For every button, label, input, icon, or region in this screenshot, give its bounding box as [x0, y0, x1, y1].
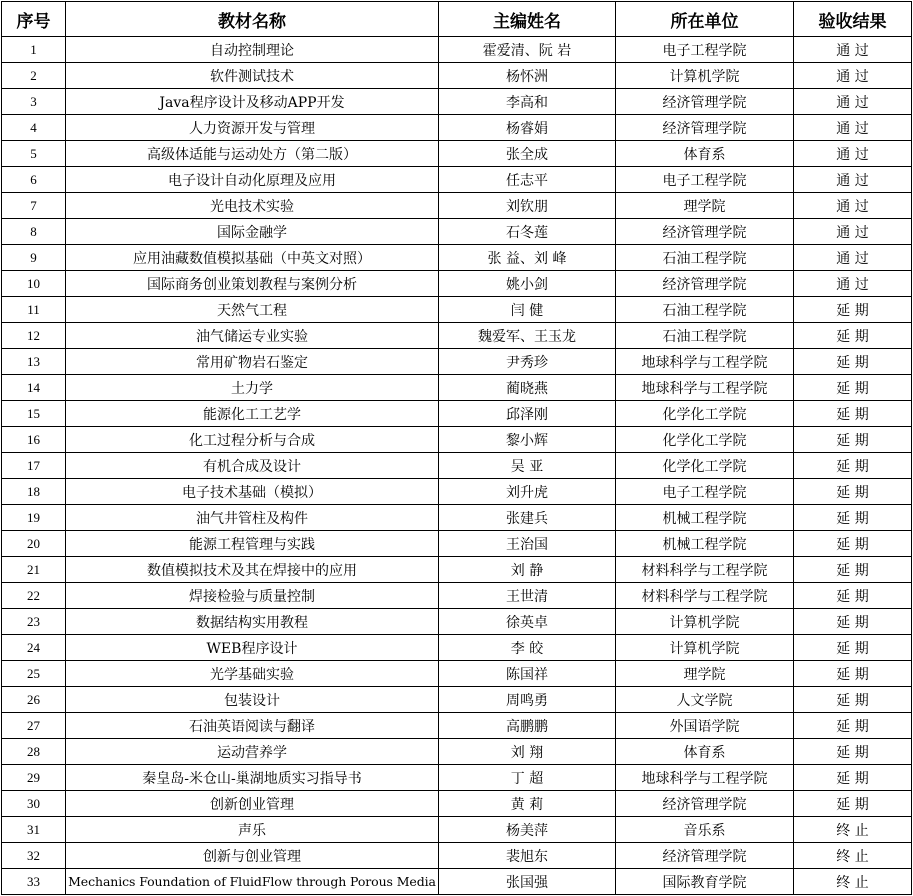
title-cell: 电子技术基础（模拟）	[66, 479, 439, 505]
result-cell: 延 期	[794, 765, 912, 791]
result-cell: 延 期	[794, 375, 912, 401]
header-textbook-title: 教材名称	[66, 2, 439, 37]
result-cell: 延 期	[794, 401, 912, 427]
table-row	[2, 713, 912, 739]
serial-cell: 23	[2, 609, 66, 635]
result-cell: 通 过	[794, 193, 912, 219]
result-cell: 延 期	[794, 297, 912, 323]
result-cell: 通 过	[794, 141, 912, 167]
serial-cell: 22	[2, 583, 66, 609]
title-cell: 光学基础实验	[66, 661, 439, 687]
table-row	[2, 557, 912, 583]
serial-cell: 30	[2, 791, 66, 817]
department-cell: 化学化工学院	[616, 401, 794, 427]
department-cell: 体育系	[616, 739, 794, 765]
editor-cell: 杨美萍	[439, 817, 616, 843]
title-cell: 有机合成及设计	[66, 453, 439, 479]
title-cell: 石油英语阅读与翻译	[66, 713, 439, 739]
department-cell: 人文学院	[616, 687, 794, 713]
acceptance-results-table	[1, 1, 912, 895]
title-cell: 人力资源开发与管理	[66, 115, 439, 141]
title-cell: 数据结构实用教程	[66, 609, 439, 635]
header-serial: 序号	[2, 2, 66, 37]
result-cell: 通 过	[794, 271, 912, 297]
result-cell: 延 期	[794, 609, 912, 635]
table-row	[2, 635, 912, 661]
title-cell: 天然气工程	[66, 297, 439, 323]
editor-cell: 陈国祥	[439, 661, 616, 687]
editor-cell: 吴 亚	[439, 453, 616, 479]
table-row	[2, 271, 912, 297]
department-cell: 经济管理学院	[616, 271, 794, 297]
department-cell: 理学院	[616, 193, 794, 219]
serial-cell: 18	[2, 479, 66, 505]
department-cell: 计算机学院	[616, 609, 794, 635]
department-cell: 经济管理学院	[616, 843, 794, 869]
title-cell: 数值模拟技术及其在焊接中的应用	[66, 557, 439, 583]
title-cell: 化工过程分析与合成	[66, 427, 439, 453]
serial-cell: 27	[2, 713, 66, 739]
title-cell: 声乐	[66, 817, 439, 843]
serial-cell: 5	[2, 141, 66, 167]
table-row	[2, 37, 912, 63]
header-department: 所在单位	[616, 2, 794, 37]
result-cell: 延 期	[794, 427, 912, 453]
serial-cell: 6	[2, 167, 66, 193]
result-cell: 延 期	[794, 713, 912, 739]
table-row	[2, 817, 912, 843]
header-result: 验收结果	[794, 2, 912, 37]
result-cell: 通 过	[794, 219, 912, 245]
result-cell: 延 期	[794, 739, 912, 765]
table-row	[2, 869, 912, 895]
serial-cell: 15	[2, 401, 66, 427]
editor-cell: 裴旭东	[439, 843, 616, 869]
department-cell: 机械工程学院	[616, 531, 794, 557]
editor-cell: 刘 静	[439, 557, 616, 583]
editor-cell: 李高和	[439, 89, 616, 115]
header-editor-name: 主编姓名	[439, 2, 616, 37]
result-cell: 延 期	[794, 687, 912, 713]
table-row	[2, 661, 912, 687]
department-cell: 音乐系	[616, 817, 794, 843]
table-row	[2, 609, 912, 635]
table-row	[2, 141, 912, 167]
title-cell: 焊接检验与质量控制	[66, 583, 439, 609]
title-cell: 能源化工工艺学	[66, 401, 439, 427]
serial-cell: 8	[2, 219, 66, 245]
table-row	[2, 505, 912, 531]
editor-cell: 刘 翔	[439, 739, 616, 765]
editor-cell: 张建兵	[439, 505, 616, 531]
serial-cell: 11	[2, 297, 66, 323]
table-row	[2, 219, 912, 245]
editor-cell: 周鸣勇	[439, 687, 616, 713]
title-cell: 电子设计自动化原理及应用	[66, 167, 439, 193]
department-cell: 计算机学院	[616, 63, 794, 89]
title-cell: 常用矿物岩石鉴定	[66, 349, 439, 375]
table-row	[2, 453, 912, 479]
result-cell: 延 期	[794, 557, 912, 583]
result-cell: 终 止	[794, 817, 912, 843]
editor-cell: 高鹏鹏	[439, 713, 616, 739]
editor-cell: 霍爱清、阮 岩	[439, 37, 616, 63]
department-cell: 经济管理学院	[616, 115, 794, 141]
title-cell: 土力学	[66, 375, 439, 401]
serial-cell: 24	[2, 635, 66, 661]
serial-cell: 2	[2, 63, 66, 89]
department-cell: 地球科学与工程学院	[616, 765, 794, 791]
result-cell: 通 过	[794, 115, 912, 141]
serial-cell: 7	[2, 193, 66, 219]
editor-cell: 魏爱军、王玉龙	[439, 323, 616, 349]
title-cell: 自动控制理论	[66, 37, 439, 63]
department-cell: 化学化工学院	[616, 453, 794, 479]
result-cell: 延 期	[794, 635, 912, 661]
serial-cell: 31	[2, 817, 66, 843]
serial-cell: 32	[2, 843, 66, 869]
title-cell: 秦皇岛-米仓山-巢湖地质实习指导书	[66, 765, 439, 791]
result-cell: 延 期	[794, 583, 912, 609]
title-cell: WEB程序设计	[66, 635, 439, 661]
serial-cell: 20	[2, 531, 66, 557]
table-row	[2, 583, 912, 609]
editor-cell: 任志平	[439, 167, 616, 193]
table-row	[2, 531, 912, 557]
table-row	[2, 115, 912, 141]
title-cell: 高级体适能与运动处方（第二版）	[66, 141, 439, 167]
table-row	[2, 401, 912, 427]
serial-cell: 25	[2, 661, 66, 687]
department-cell: 石油工程学院	[616, 297, 794, 323]
editor-cell: 王治国	[439, 531, 616, 557]
department-cell: 地球科学与工程学院	[616, 349, 794, 375]
result-cell: 终 止	[794, 843, 912, 869]
title-cell: 运动营养学	[66, 739, 439, 765]
serial-cell: 17	[2, 453, 66, 479]
editor-cell: 丁 超	[439, 765, 616, 791]
table-row	[2, 297, 912, 323]
editor-cell: 姚小剑	[439, 271, 616, 297]
result-cell: 延 期	[794, 479, 912, 505]
result-cell: 通 过	[794, 167, 912, 193]
department-cell: 石油工程学院	[616, 323, 794, 349]
result-cell: 延 期	[794, 323, 912, 349]
department-cell: 电子工程学院	[616, 479, 794, 505]
table-row	[2, 323, 912, 349]
table-row	[2, 427, 912, 453]
department-cell: 体育系	[616, 141, 794, 167]
department-cell: 经济管理学院	[616, 219, 794, 245]
title-cell: 油气井管柱及构件	[66, 505, 439, 531]
department-cell: 经济管理学院	[616, 89, 794, 115]
department-cell: 理学院	[616, 661, 794, 687]
table-row	[2, 765, 912, 791]
result-cell: 通 过	[794, 37, 912, 63]
serial-cell: 10	[2, 271, 66, 297]
department-cell: 化学化工学院	[616, 427, 794, 453]
editor-cell: 尹秀珍	[439, 349, 616, 375]
title-cell: 包装设计	[66, 687, 439, 713]
title-cell: 软件测试技术	[66, 63, 439, 89]
serial-cell: 21	[2, 557, 66, 583]
department-cell: 机械工程学院	[616, 505, 794, 531]
table-row	[2, 843, 912, 869]
editor-cell: 张全成	[439, 141, 616, 167]
editor-cell: 刘钦朋	[439, 193, 616, 219]
serial-cell: 3	[2, 89, 66, 115]
serial-cell: 1	[2, 37, 66, 63]
title-cell: 油气储运专业实验	[66, 323, 439, 349]
editor-cell: 黄 莉	[439, 791, 616, 817]
department-cell: 计算机学院	[616, 635, 794, 661]
department-cell: 地球科学与工程学院	[616, 375, 794, 401]
serial-cell: 4	[2, 115, 66, 141]
result-cell: 通 过	[794, 89, 912, 115]
title-cell: 创新与创业管理	[66, 843, 439, 869]
table-body	[2, 37, 912, 895]
result-cell: 延 期	[794, 791, 912, 817]
editor-cell: 刘升虎	[439, 479, 616, 505]
result-cell: 通 过	[794, 63, 912, 89]
title-cell: 能源工程管理与实践	[66, 531, 439, 557]
table-row	[2, 63, 912, 89]
editor-cell: 蔺晓燕	[439, 375, 616, 401]
table-row	[2, 89, 912, 115]
department-cell: 外国语学院	[616, 713, 794, 739]
serial-cell: 16	[2, 427, 66, 453]
serial-cell: 13	[2, 349, 66, 375]
editor-cell: 张国强	[439, 869, 616, 895]
serial-cell: 29	[2, 765, 66, 791]
result-cell: 通 过	[794, 245, 912, 271]
result-cell: 终 止	[794, 869, 912, 895]
title-cell: 国际商务创业策划教程与案例分析	[66, 271, 439, 297]
serial-cell: 28	[2, 739, 66, 765]
result-cell: 延 期	[794, 531, 912, 557]
department-cell: 电子工程学院	[616, 37, 794, 63]
header-row	[2, 2, 912, 37]
editor-cell: 杨睿娟	[439, 115, 616, 141]
result-cell: 延 期	[794, 505, 912, 531]
editor-cell: 张 益、刘 峰	[439, 245, 616, 271]
editor-cell: 闫 健	[439, 297, 616, 323]
table-row	[2, 791, 912, 817]
serial-cell: 12	[2, 323, 66, 349]
department-cell: 经济管理学院	[616, 791, 794, 817]
title-cell: 应用油藏数值模拟基础（中英文对照）	[66, 245, 439, 271]
table-row	[2, 687, 912, 713]
editor-cell: 石冬莲	[439, 219, 616, 245]
serial-cell: 19	[2, 505, 66, 531]
editor-cell: 李 皎	[439, 635, 616, 661]
editor-cell: 杨怀洲	[439, 63, 616, 89]
table-row	[2, 349, 912, 375]
table-row	[2, 739, 912, 765]
table-row	[2, 375, 912, 401]
serial-cell: 26	[2, 687, 66, 713]
editor-cell: 黎小辉	[439, 427, 616, 453]
serial-cell: 14	[2, 375, 66, 401]
table-row	[2, 193, 912, 219]
title-cell: 创新创业管理	[66, 791, 439, 817]
table-row	[2, 167, 912, 193]
result-cell: 延 期	[794, 453, 912, 479]
table-row	[2, 245, 912, 271]
title-cell: Mechanics Foundation of FluidFlow through Porous Media	[66, 869, 439, 895]
title-cell: Java程序设计及移动APP开发	[66, 89, 439, 115]
table-row	[2, 479, 912, 505]
department-cell: 材料科学与工程学院	[616, 583, 794, 609]
serial-cell: 9	[2, 245, 66, 271]
editor-cell: 邱泽刚	[439, 401, 616, 427]
department-cell: 材料科学与工程学院	[616, 557, 794, 583]
editor-cell: 王世清	[439, 583, 616, 609]
result-cell: 延 期	[794, 661, 912, 687]
result-cell: 延 期	[794, 349, 912, 375]
title-cell: 国际金融学	[66, 219, 439, 245]
department-cell: 国际教育学院	[616, 869, 794, 895]
title-cell: 光电技术实验	[66, 193, 439, 219]
department-cell: 电子工程学院	[616, 167, 794, 193]
editor-cell: 徐英卓	[439, 609, 616, 635]
department-cell: 石油工程学院	[616, 245, 794, 271]
serial-cell: 33	[2, 869, 66, 895]
